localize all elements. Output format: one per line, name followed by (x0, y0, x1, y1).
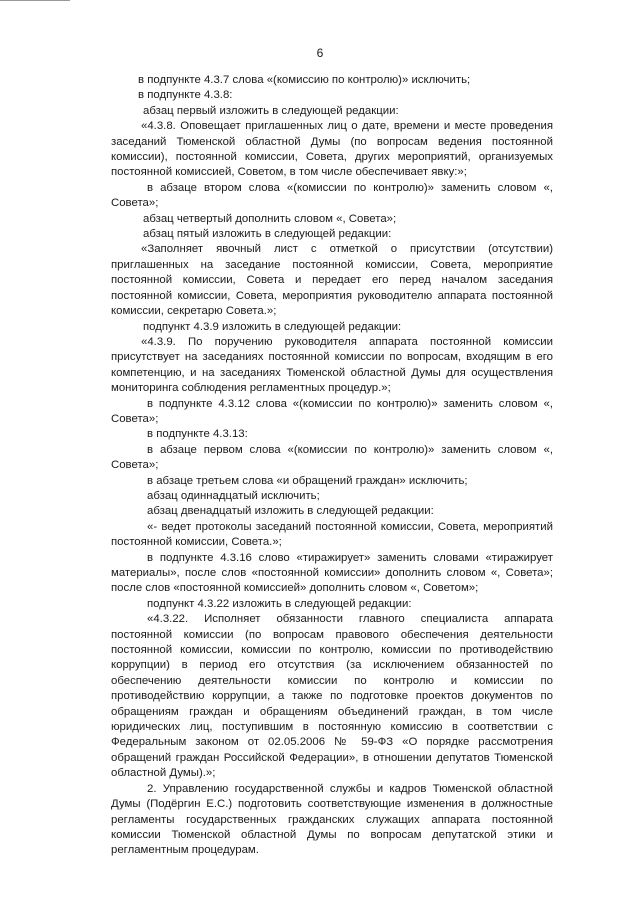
document-body (111, 73, 553, 859)
paragraph: в абзаце первом слова «(комиссии по контролю)» заменить словом «, Совета»; (111, 443, 553, 472)
paragraph: в подпункте 4.3.16 слово «тиражирует» заменить словами «тиражирует материалы», после слов «постоянной комиссии» дополнить словом «, Совета»; после слов «постоянной комиссией» дополнить словом «, Советом»; (111, 551, 553, 595)
paragraph: абзац двенадцатый изложить в следующей редакции: (147, 505, 434, 518)
paragraph: 2. Управлению государственной службы и кадров Тюменской областной Думы (Подёргин Е.С.) подготовить соответствующие изменения в должностные регламенты государственных гражданских служащих аппарата постоянной комиссии Тюменской областной Думы по вопросам депутатской этики и регламентным процедурам. (111, 782, 553, 857)
paragraph: абзац пятый изложить в следующей редакции: (143, 228, 392, 241)
paragraph: в подпункте 4.3.8: (138, 89, 233, 102)
page-number: 6 (316, 46, 324, 60)
paragraph: «4.3.9. По поручению руководителя аппарата постоянной комиссии присутствует на заседаниях постоянной комиссии по вопросам, входящим в его компетенцию, и на заседаниях Тюменской областной Думы для осуществления мониторинга соблюдения регламентных процедур.»; (111, 335, 553, 395)
paragraph: в абзаце втором слова «(комиссии по контролю)» заменить словом «, Совета»; (111, 181, 553, 210)
paragraph: в подпункте 4.3.7 слова «(комиссию по контролю)» исключить; (138, 74, 471, 86)
paragraph: «- ведет протоколы заседаний постоянной комиссии, Совета, мероприятий постоянной комиссии, Совета.»; (111, 520, 553, 549)
paragraph: «4.3.8. Оповещает приглашенных лиц о дате, времени и месте проведения заседаний Тюменской областной Думы (по вопросам ведения постоянной комиссии), постоянной комиссии, Совета, других мероприятий, организуемых постоянной комиссией, Советом, в том числе обеспечивает явку:»; (111, 120, 553, 179)
paragraph: в подпункте 4.3.13: (147, 428, 248, 441)
paragraph: в подпункте 4.3.12 слова «(комиссии по контролю)» заменить словом «, Совета»; (111, 397, 553, 425)
paragraph: подпункт 4.3.22 изложить в следующей редакции: (147, 597, 412, 610)
paragraph: «Заполняет явочный лист с отметкой о присутствии (отсутствии) приглашенных на заседание постоянной комиссии, Совета, мероприятие постоянной комиссии, Совета и передает его перед началом заседания постоянной комиссии, Совета, мероприятия руководителю аппарата постоянной комиссии, секретарю Совета.»; (111, 243, 553, 318)
paragraph: абзац четвертый дополнить словом «, Совета»; (143, 212, 397, 225)
paragraph: «4.3.22. Исполняет обязанности главного специалиста аппарата постоянной комиссии (по вопросам правового обеспечения деятельности постоянной комиссии, комиссии по контролю, комиссии по противодействию коррупции) в период его отсутствия (за исключением обязанностей по обеспечению деятельности комиссии по контролю и комиссии по противодействию коррупции, а также по подготовке проектов документов по обращениям граждан и обращениям объединений граждан, в том числе юридических лиц, поступившим в постоянную комиссию в соответствии с Федеральным законом от 02.05.2006 № 59-ФЗ «О порядке рассмотрения обращений граждан Российской Федерации», в отношении депутатов Тюменской областной Думы).»; (111, 613, 553, 780)
scan-edge-mark (0, 0, 70, 4)
paragraph: абзац первый изложить в следующей редакции: (143, 104, 399, 117)
paragraph: абзац одиннадцатый исключить; (147, 489, 320, 502)
paragraph: в абзаце третьем слова «и обращений граждан» исключить; (147, 474, 468, 487)
paragraph: подпункт 4.3.9 изложить в следующей редакции: (143, 320, 402, 333)
